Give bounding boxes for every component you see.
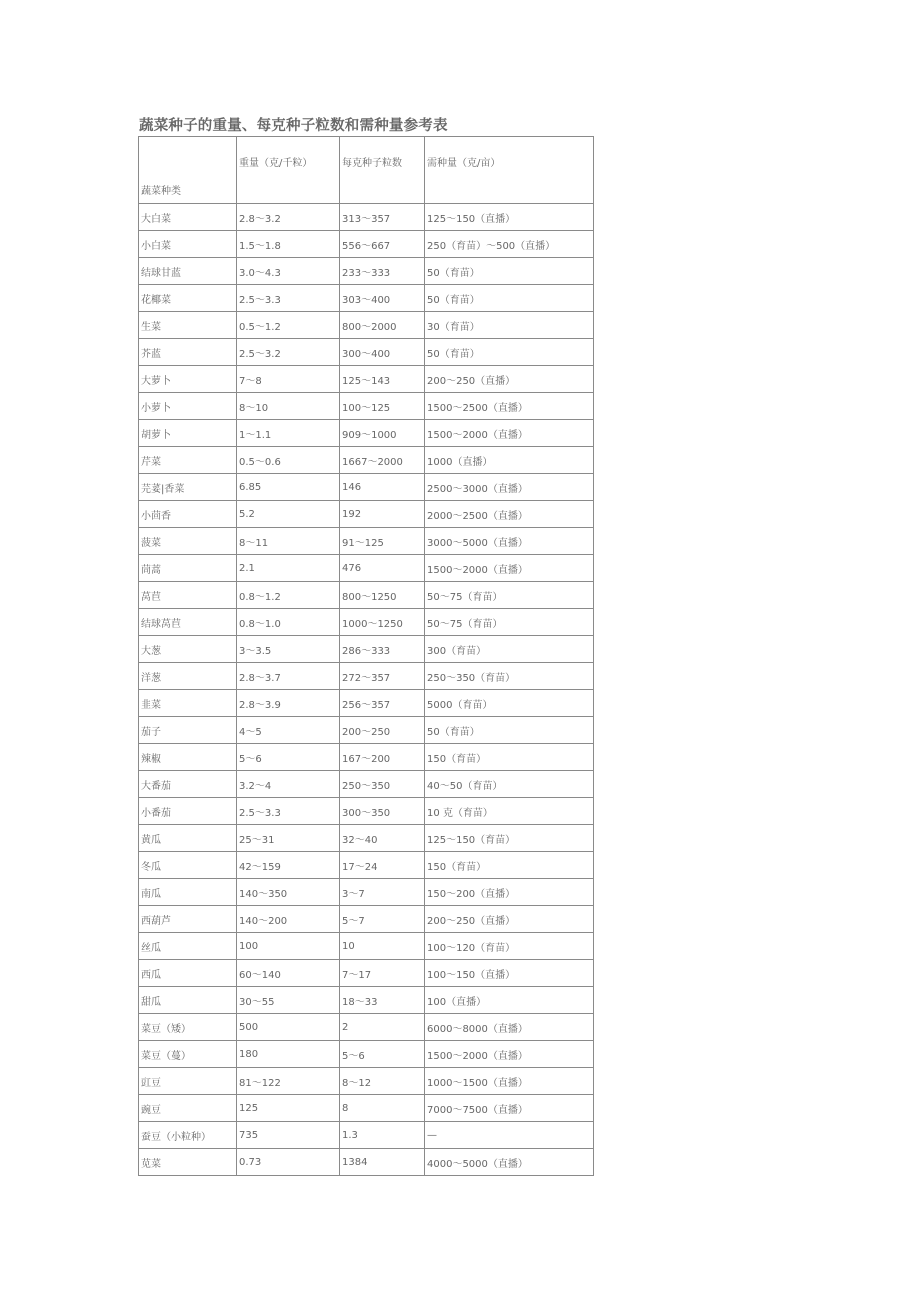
table-row	[139, 285, 594, 312]
cell-vegetable: 丝瓜	[139, 933, 237, 960]
cell-vegetable: 结球甘蓝	[139, 258, 237, 285]
table-row	[139, 663, 594, 690]
table-row	[139, 690, 594, 717]
cell-seeds-per-gram: 17～24	[340, 852, 425, 879]
cell-seed-amount: 100～120（育苗）	[425, 933, 594, 960]
cell-seeds-per-gram: 125～143	[340, 366, 425, 393]
cell-vegetable: 冬瓜	[139, 852, 237, 879]
cell-vegetable: 小萝卜	[139, 393, 237, 420]
cell-vegetable: 小茴香	[139, 501, 237, 528]
cell-weight: 3～3.5	[237, 636, 340, 663]
cell-vegetable: 大葱	[139, 636, 237, 663]
cell-weight: 140～200	[237, 906, 340, 933]
cell-seed-amount: 5000（育苗）	[425, 690, 594, 717]
cell-weight: 2.1	[237, 555, 340, 582]
cell-seeds-per-gram: 2	[340, 1014, 425, 1041]
table-row	[139, 879, 594, 906]
cell-weight: 5.2	[237, 501, 340, 528]
cell-weight: 2.5～3.3	[237, 285, 340, 312]
cell-vegetable: 莴苣	[139, 582, 237, 609]
cell-weight: 100	[237, 933, 340, 960]
cell-weight: 140～350	[237, 879, 340, 906]
cell-seed-amount: 100～150（直播）	[425, 960, 594, 987]
cell-vegetable: 西瓜	[139, 960, 237, 987]
cell-weight: 3.2～4	[237, 771, 340, 798]
cell-seed-amount: 250（育苗）～500（直播）	[425, 231, 594, 258]
cell-vegetable: 大白菜	[139, 204, 237, 231]
cell-vegetable: 豌豆	[139, 1095, 237, 1122]
header-seed-amount: 需种量（克/亩）	[425, 137, 594, 204]
cell-weight: 180	[237, 1041, 340, 1068]
cell-vegetable: 小番茄	[139, 798, 237, 825]
cell-vegetable: 辣椒	[139, 744, 237, 771]
cell-seed-amount: 125～150（育苗）	[425, 825, 594, 852]
cell-vegetable: 洋葱	[139, 663, 237, 690]
cell-weight: 3.0～4.3	[237, 258, 340, 285]
cell-seeds-per-gram: 10	[340, 933, 425, 960]
cell-weight: 25～31	[237, 825, 340, 852]
cell-weight: 0.8～1.2	[237, 582, 340, 609]
cell-seed-amount: —	[425, 1122, 594, 1149]
table-row	[139, 1014, 594, 1041]
cell-vegetable: 大番茄	[139, 771, 237, 798]
cell-vegetable: 菠菜	[139, 528, 237, 555]
cell-seed-amount: 150～200（直播）	[425, 879, 594, 906]
table-row	[139, 231, 594, 258]
cell-seed-amount: 100（直播）	[425, 987, 594, 1014]
cell-seeds-per-gram: 32～40	[340, 825, 425, 852]
cell-weight: 4～5	[237, 717, 340, 744]
cell-weight: 0.5～1.2	[237, 312, 340, 339]
cell-seeds-per-gram: 18～33	[340, 987, 425, 1014]
cell-seeds-per-gram: 8～12	[340, 1068, 425, 1095]
table-row	[139, 366, 594, 393]
cell-weight: 125	[237, 1095, 340, 1122]
cell-seeds-per-gram: 5～6	[340, 1041, 425, 1068]
cell-seed-amount: 50（育苗）	[425, 339, 594, 366]
cell-seed-amount: 125～150（直播）	[425, 204, 594, 231]
cell-seed-amount: 250～350（育苗）	[425, 663, 594, 690]
cell-weight: 1.5～1.8	[237, 231, 340, 258]
cell-seeds-per-gram: 200～250	[340, 717, 425, 744]
table-row	[139, 852, 594, 879]
table-row	[139, 258, 594, 285]
cell-seed-amount: 1500～2000（直播）	[425, 555, 594, 582]
header-weight: 重量（克/千粒）	[237, 137, 340, 204]
cell-seed-amount: 2500～3000（直播）	[425, 474, 594, 501]
cell-seed-amount: 1000（直播）	[425, 447, 594, 474]
cell-weight: 5～6	[237, 744, 340, 771]
cell-seed-amount: 1000～1500（直播）	[425, 1068, 594, 1095]
cell-seeds-per-gram: 286～333	[340, 636, 425, 663]
cell-seed-amount: 40～50（育苗）	[425, 771, 594, 798]
cell-seeds-per-gram: 250～350	[340, 771, 425, 798]
table-row	[139, 771, 594, 798]
cell-weight: 2.8～3.2	[237, 204, 340, 231]
cell-weight: 6.85	[237, 474, 340, 501]
cell-vegetable: 芫荽|香菜	[139, 474, 237, 501]
cell-seed-amount: 1500～2000（直播）	[425, 420, 594, 447]
cell-weight: 1～1.1	[237, 420, 340, 447]
table-row	[139, 1149, 594, 1176]
cell-seed-amount: 50～75（育苗）	[425, 582, 594, 609]
cell-weight: 81～122	[237, 1068, 340, 1095]
cell-weight: 0.8～1.0	[237, 609, 340, 636]
cell-vegetable: 黄瓜	[139, 825, 237, 852]
cell-vegetable: 菜豆（矮）	[139, 1014, 237, 1041]
cell-weight: 60～140	[237, 960, 340, 987]
table-row	[139, 1122, 594, 1149]
table-row	[139, 933, 594, 960]
cell-vegetable: 大萝卜	[139, 366, 237, 393]
cell-seed-amount: 4000～5000（直播）	[425, 1149, 594, 1176]
cell-seeds-per-gram: 800～2000	[340, 312, 425, 339]
table-row	[139, 636, 594, 663]
cell-seeds-per-gram: 1384	[340, 1149, 425, 1176]
document-title: 蔬菜种子的重量、每克种子粒数和需种量参考表	[139, 118, 448, 134]
table-row	[139, 1041, 594, 1068]
cell-seed-amount: 3000～5000（直播）	[425, 528, 594, 555]
table-row	[139, 906, 594, 933]
cell-seeds-per-gram: 909～1000	[340, 420, 425, 447]
cell-weight: 8～11	[237, 528, 340, 555]
cell-seeds-per-gram: 313～357	[340, 204, 425, 231]
cell-weight: 42～159	[237, 852, 340, 879]
cell-seed-amount: 2000～2500（直播）	[425, 501, 594, 528]
seed-reference-table	[138, 136, 594, 1176]
table-row	[139, 1095, 594, 1122]
cell-seed-amount: 50（育苗）	[425, 258, 594, 285]
cell-vegetable: 蚕豆（小粒种）	[139, 1122, 237, 1149]
cell-vegetable: 豇豆	[139, 1068, 237, 1095]
cell-seeds-per-gram: 3～7	[340, 879, 425, 906]
cell-seed-amount: 50（育苗）	[425, 717, 594, 744]
cell-seed-amount: 50～75（育苗）	[425, 609, 594, 636]
table-row	[139, 960, 594, 987]
table-row	[139, 312, 594, 339]
cell-seeds-per-gram: 8	[340, 1095, 425, 1122]
table-row	[139, 501, 594, 528]
cell-vegetable: 小白菜	[139, 231, 237, 258]
cell-vegetable: 韭菜	[139, 690, 237, 717]
cell-weight: 2.8～3.9	[237, 690, 340, 717]
cell-seeds-per-gram: 146	[340, 474, 425, 501]
table-row	[139, 717, 594, 744]
table-row	[139, 798, 594, 825]
cell-seed-amount: 50（育苗）	[425, 285, 594, 312]
cell-seeds-per-gram: 100～125	[340, 393, 425, 420]
cell-seed-amount: 7000～7500（直播）	[425, 1095, 594, 1122]
cell-vegetable: 结球莴苣	[139, 609, 237, 636]
table-row	[139, 528, 594, 555]
cell-vegetable: 芥蓝	[139, 339, 237, 366]
cell-vegetable: 茼蒿	[139, 555, 237, 582]
table-row	[139, 609, 594, 636]
cell-vegetable: 南瓜	[139, 879, 237, 906]
cell-seed-amount: 1500～2500（直播）	[425, 393, 594, 420]
cell-weight: 0.73	[237, 1149, 340, 1176]
table-row	[139, 339, 594, 366]
cell-weight: 2.8～3.7	[237, 663, 340, 690]
cell-seeds-per-gram: 1000～1250	[340, 609, 425, 636]
table-row	[139, 555, 594, 582]
table-row	[139, 1068, 594, 1095]
cell-seed-amount: 300（育苗）	[425, 636, 594, 663]
cell-seeds-per-gram: 256～357	[340, 690, 425, 717]
cell-weight: 7～8	[237, 366, 340, 393]
cell-weight: 8～10	[237, 393, 340, 420]
header-vegetable: 蔬菜种类	[139, 137, 237, 204]
table-row	[139, 825, 594, 852]
cell-seed-amount: 30（育苗）	[425, 312, 594, 339]
cell-weight: 735	[237, 1122, 340, 1149]
table-row	[139, 393, 594, 420]
cell-seeds-per-gram: 91～125	[340, 528, 425, 555]
cell-seeds-per-gram: 800～1250	[340, 582, 425, 609]
cell-vegetable: 胡萝卜	[139, 420, 237, 447]
cell-seeds-per-gram: 192	[340, 501, 425, 528]
cell-seed-amount: 150（育苗）	[425, 744, 594, 771]
cell-seeds-per-gram: 556～667	[340, 231, 425, 258]
table-row	[139, 420, 594, 447]
table-row	[139, 474, 594, 501]
table-row	[139, 204, 594, 231]
cell-vegetable: 生菜	[139, 312, 237, 339]
cell-weight: 30～55	[237, 987, 340, 1014]
cell-seeds-per-gram: 233～333	[340, 258, 425, 285]
table-row	[139, 744, 594, 771]
cell-vegetable: 花椰菜	[139, 285, 237, 312]
cell-seeds-per-gram: 303～400	[340, 285, 425, 312]
cell-seeds-per-gram: 300～400	[340, 339, 425, 366]
table-row	[139, 987, 594, 1014]
cell-seeds-per-gram: 476	[340, 555, 425, 582]
cell-seeds-per-gram: 300～350	[340, 798, 425, 825]
cell-seeds-per-gram: 272～357	[340, 663, 425, 690]
cell-seed-amount: 6000～8000（直播）	[425, 1014, 594, 1041]
cell-seeds-per-gram: 1667～2000	[340, 447, 425, 474]
cell-weight: 2.5～3.3	[237, 798, 340, 825]
cell-vegetable: 甜瓜	[139, 987, 237, 1014]
cell-weight: 0.5～0.6	[237, 447, 340, 474]
cell-seeds-per-gram: 167～200	[340, 744, 425, 771]
cell-seed-amount: 200～250（直播）	[425, 906, 594, 933]
cell-vegetable: 芹菜	[139, 447, 237, 474]
cell-seeds-per-gram: 5～7	[340, 906, 425, 933]
header-seeds-per-gram: 每克种子粒数	[340, 137, 425, 204]
cell-seed-amount: 1500～2000（直播）	[425, 1041, 594, 1068]
cell-weight: 2.5～3.2	[237, 339, 340, 366]
cell-vegetable: 苋菜	[139, 1149, 237, 1176]
cell-seed-amount: 200～250（直播）	[425, 366, 594, 393]
table-row	[139, 447, 594, 474]
cell-weight: 500	[237, 1014, 340, 1041]
table-row	[139, 582, 594, 609]
cell-vegetable: 菜豆（蔓）	[139, 1041, 237, 1068]
cell-seed-amount: 10 克（育苗）	[425, 798, 594, 825]
cell-seeds-per-gram: 7～17	[340, 960, 425, 987]
cell-seeds-per-gram: 1.3	[340, 1122, 425, 1149]
cell-seed-amount: 150（育苗）	[425, 852, 594, 879]
table-header-row	[139, 137, 594, 204]
cell-vegetable: 茄子	[139, 717, 237, 744]
cell-vegetable: 西葫芦	[139, 906, 237, 933]
